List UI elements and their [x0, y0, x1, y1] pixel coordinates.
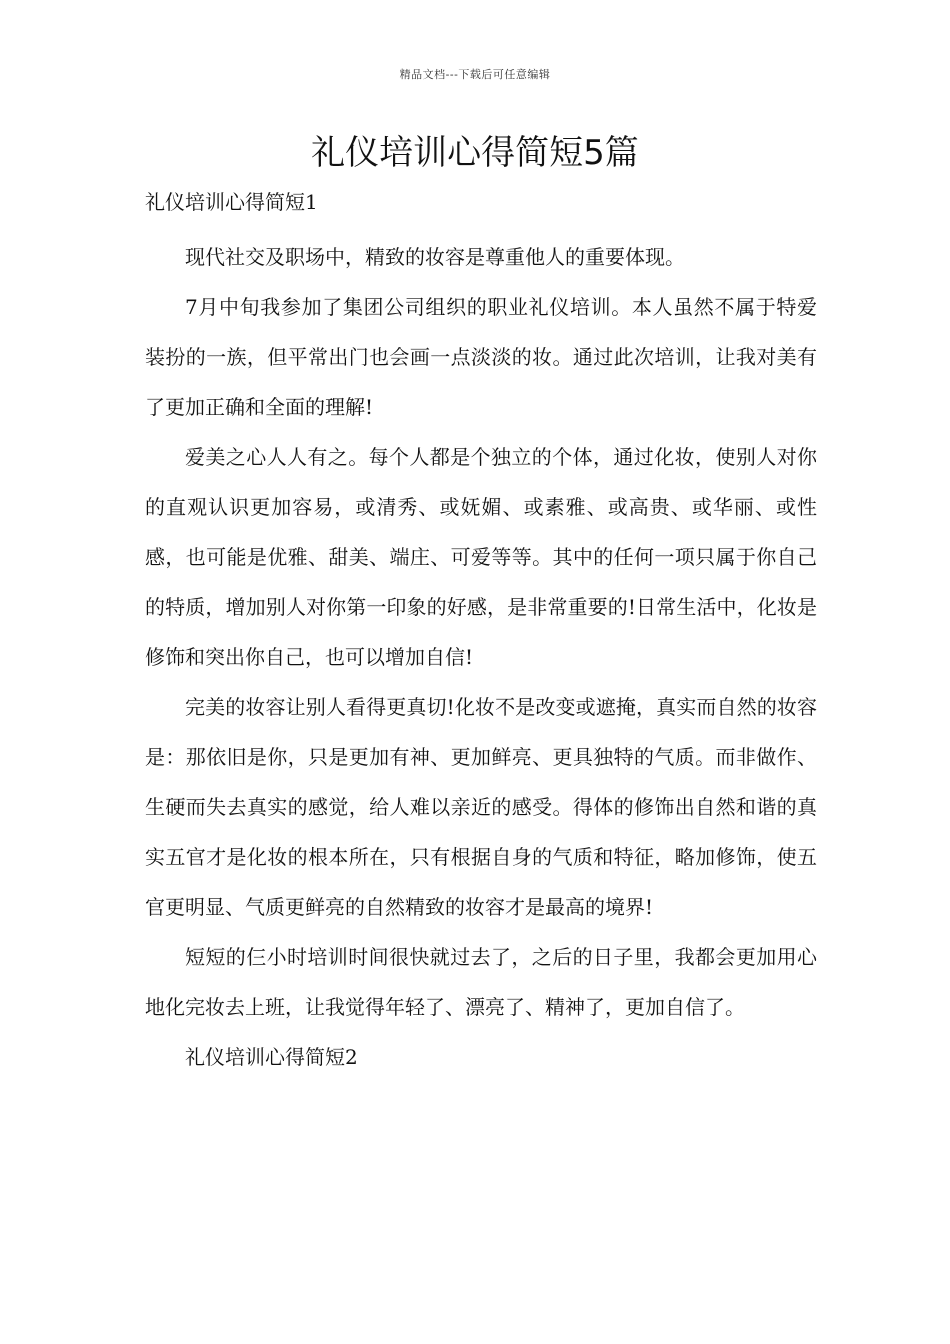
document-body	[145, 182, 817, 1082]
header-note: 精品文档---下载后可任意编辑	[399, 68, 551, 81]
paragraph: 短短的仨小时培训时间很快就过去了，之后的日子里，我都会更加用心地化完妆去上班，让我觉得年轻了、漂亮了、精神了，更加自信了。	[145, 945, 817, 1019]
paragraph: 完美的妆容让别人看得更真切!化妆不是改变或遮掩，真实而自然的妆容是：那依旧是你，只是更加有神、更加鲜亮、更具独特的气质。而非做作、生硬而失去真实的感觉，给人难以亲近的感受。得体的修饰出自然和谐的真实五官才是化妆的根本所在，只有根据自身的气质和特征，略加修饰，使五官更明显、气质更鲜亮的自然精致的妆容才是最高的境界!	[145, 695, 817, 919]
paragraph: 7月中旬我参加了集团公司组织的职业礼仪培训。本人虽然不属于特爱装扮的一族，但平常出门也会画一点淡淡的妆。通过此次培训，让我对美有了更加正确和全面的理解!	[145, 295, 817, 419]
paragraph: 爱美之心人人有之。每个人都是个独立的个体，通过化妆，使别人对你的直观认识更加容易，或清秀、或妩媚、或素雅、或高贵、或华丽、或性感，也可能是优雅、甜美、端庄、可爱等等。其中的任何一项只属于你自己的特质，增加别人对你第一印象的好感，是非常重要的!日常生活中，化妆是修饰和突出你自己，也可以增加自信!	[145, 445, 817, 669]
section-heading-1: 礼仪培训心得简短1	[145, 190, 318, 214]
paragraph: 现代社交及职场中，精致的妆容是尊重他人的重要体现。	[185, 245, 685, 269]
section-heading-2: 礼仪培训心得简短2	[185, 1045, 358, 1069]
document-title: 礼仪培训心得简短5篇	[311, 133, 639, 173]
